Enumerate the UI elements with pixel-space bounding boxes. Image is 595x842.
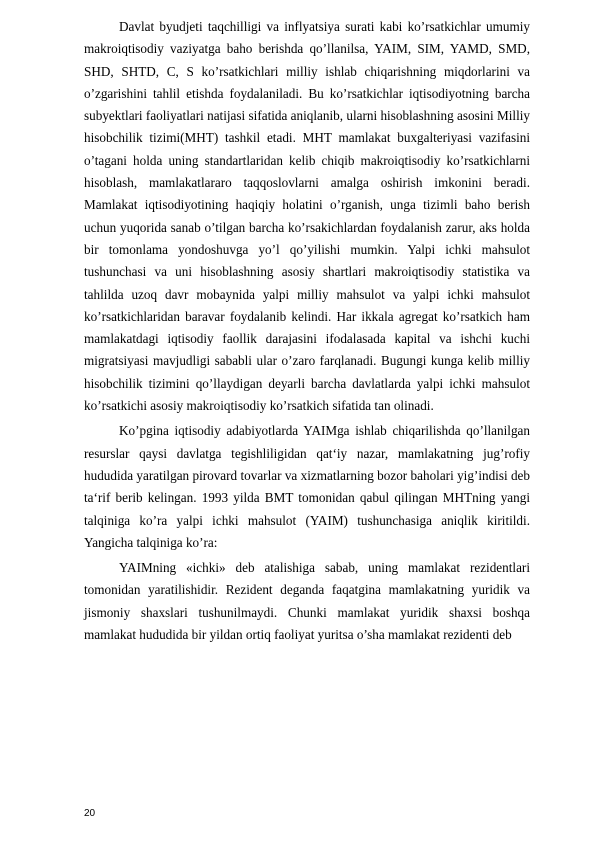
body-paragraph-3: YAIMning «ichki» deb atalishiga sabab, uning mamlakat rezidentlari tomonidan yaratilishidir. Rezident deganda faqatgina mamlakatning yuridik va jismoniy shaxslari tushunilmaydi. Chunki mamlakat yuridik shaxsi boshqa mamlakat hududida bir yildan ortiq faoliyat yuritsa o’sha mamlakat rezidenti deb (84, 560, 530, 643)
page-number: 20 (84, 808, 96, 819)
document-page (84, 16, 530, 646)
body-paragraph-1: Davlat byudjeti taqchilligi va inflyatsiya surati kabi ko’rsatkichlar umumiy makroiqtisodiy vaziyatga baho berishda qo’llanilsa, YAIM, SIM, YAMD, SMD, SHD, SHTD, C, S ko’rsatkichlari milliy ishlab chiqarishning miqdorlarini va o’zgarishini tahlil etishda foydalaniladi. Bu ko’rsatkichlar iqtisodiyotning barcha subyektlari faoliyatlari natijasi sifatida aniqlanib, ularni hisoblashning asosini Milliy hisobchilik tizimi(MHT) tashkil etadi. MHT mamlakat buxgalteriyasi vazifasini o’tagani holda uning standartlaridan kelib chiqib makroiqtisodiy ko’rsatkichlarni hisoblash, mamlakatlararo taqqoslovlarni amalga oshirish imkonini beradi. Mamlakat iqtisodiyotining haqiqiy holatini o’rganish, unga tizimli baho berish uchun yuqorida sanab o’tilgan barcha ko’rsakichlardan foydalanish zarur, aks holda bir tomonlama yondoshuvga yo’l qo’yilishi mumkin. Yalpi ichki mahsulot tushunchasi va uni hisoblashning asosiy shartlari makroiqtisodiy statistika va tahlilda uzoq davr mobaynida yalpi milliy mahsulot va yalpi ichki mahsulot ko’rsatkichlaridan baravar foydalanib kelindi. Har ikkala agregat ko’rsatkich ham mamlakatdagi iqtisodiy faollik darajasini ifodalasada kapital va ishchi kuchi migratsiyasi mavjudligi sababli ular o’zaro farqlanadi. Bugungi kunga kelib milliy hisobchilik tizimini qo’llaydigan deyarli barcha davlatlarda yalpi ichki mahsulot ko’rsatkichi asosiy makroiqtisodiy ko’rsatkich sifatida tan olinadi. (84, 19, 530, 414)
body-paragraph-2: Ko’pgina iqtisodiy adabiyotlarda YAIMga ishlab chiqarilishda qo’llanilgan resurslar qaysi davlatga tegishliligidan qat‘iy nazar, mamlakatning jug’rofiy hududida yaratilgan pirovard tovarlar va xizmatlarning bozor baholari yig’indisi deb ta‘rif berib kelingan. 1993 yilda BMT tomonidan qabul qilingan MHTning yangi talqiniga ko’ra yalpi ichki mahsulot (YAIM) tushunchasiga aniqlik kiritildi. Yangicha talqiniga ko’ra: (84, 423, 530, 550)
